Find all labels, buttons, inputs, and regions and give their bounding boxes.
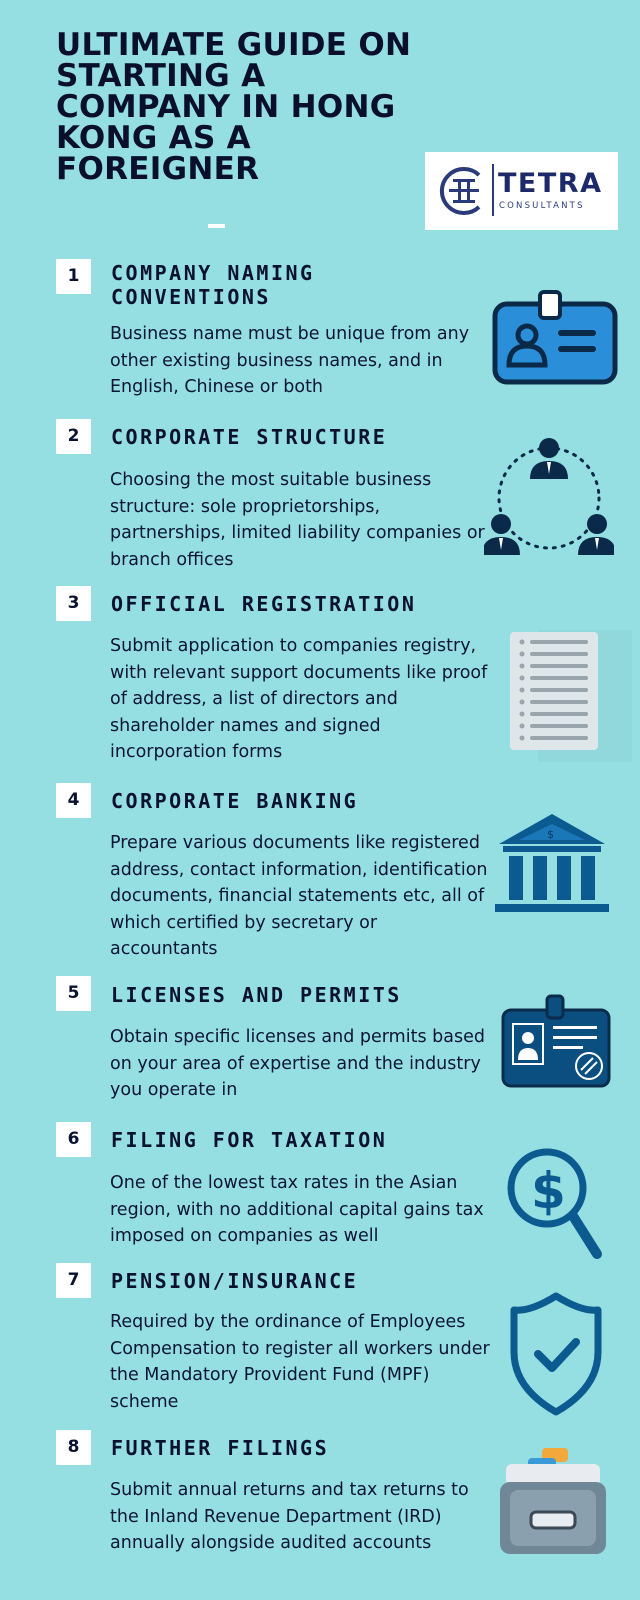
step-number: 5 — [56, 976, 91, 1011]
step-title: CORPORATE STRUCTURE — [111, 425, 388, 449]
title-divider — [208, 224, 225, 228]
step-title: FURTHER FILINGS — [111, 1436, 330, 1460]
step-number: 8 — [56, 1430, 91, 1465]
step-text: Choosing the most suitable business structure: sole proprietorships, partnerships, limited liability companies or branch offices — [110, 470, 485, 570]
dollar-magnifier-icon — [505, 1146, 605, 1262]
tetra-logo — [425, 152, 618, 230]
step-text: Prepare various documents like registered address, contact information, identification documents, financial statements etc, all of which certified by secretary or accountants — [110, 833, 488, 959]
id-badge-icon — [492, 290, 618, 386]
step-title: COMPANY NAMING CONVENTIONS — [111, 261, 315, 309]
step-number: 3 — [56, 586, 91, 621]
step-text: Submit annual returns and tax returns to the Inland Revenue Department (IRD) annually alongside audited accounts — [110, 1480, 469, 1553]
step-text: Business name must be unique from any other existing business names, and in English, Chinese or both — [110, 324, 470, 397]
step-text: Submit application to companies registry, with relevant support documents like proof of address, a list of directors and shareholder names and signed incorporation forms — [110, 636, 488, 762]
logo-subtitle: CONSULTANTS — [499, 201, 585, 211]
license-card-icon — [501, 994, 611, 1090]
shield-check-icon — [510, 1292, 602, 1416]
step-title: PENSION/INSURANCE — [111, 1269, 359, 1293]
logo-divider — [492, 164, 494, 216]
step-number: 2 — [56, 419, 91, 454]
svg-text:$: $ — [547, 828, 554, 841]
step-text: Obtain specific licenses and permits based on your area of expertise and the industry you operate in — [110, 1027, 485, 1100]
tetra-emblem-icon — [435, 162, 491, 220]
step-text: One of the lowest tax rates in the Asian region, with no additional capital gains tax imposed on companies as well — [110, 1173, 484, 1246]
svg-text:$: $ — [531, 1162, 566, 1220]
step-number: 6 — [56, 1122, 91, 1157]
page-title: ULTIMATE GUIDE ON STARTING A COMPANY IN HONG KONG AS A FOREIGNER — [56, 27, 412, 187]
step-number: 4 — [56, 783, 91, 818]
file-drawer-icon — [498, 1446, 608, 1558]
step-title: CORPORATE BANKING — [111, 789, 359, 813]
step-title: OFFICIAL REGISTRATION — [111, 592, 417, 616]
step-number: 1 — [56, 259, 91, 294]
step-title: FILING FOR TAXATION — [111, 1128, 388, 1152]
step-number: 7 — [56, 1263, 91, 1298]
logo-name: TETRA — [498, 168, 603, 199]
bank-icon — [495, 812, 609, 914]
step-text: Required by the ordinance of Employees Compensation to register all workers under the Mandatory Provident Fund (MPF) scheme — [110, 1312, 490, 1412]
network-people-icon — [484, 436, 614, 560]
document-list-icon — [508, 630, 632, 762]
step-title: LICENSES AND PERMITS — [111, 983, 402, 1007]
